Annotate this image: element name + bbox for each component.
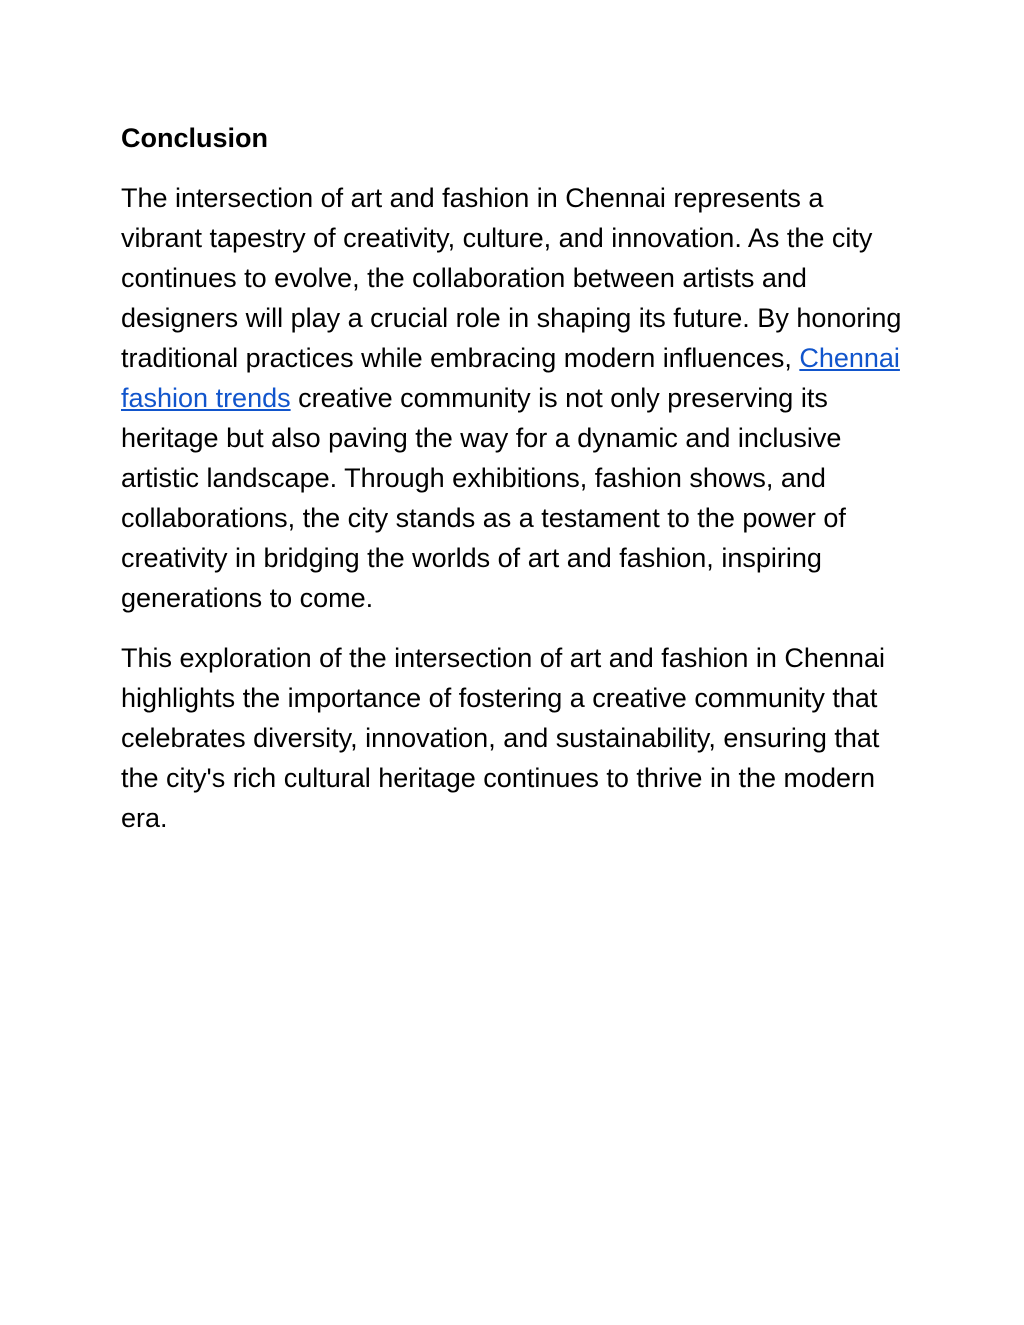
conclusion-paragraph: [121, 178, 911, 618]
section-heading: Conclusion: [121, 123, 268, 153]
chennai-fashion-trends-link[interactable]: Chennai fashion trends: [121, 343, 900, 413]
paragraph-text-after-link: creative community is not only preserving its heritage but also paving the way for a dynamic and inclusive artistic landscape. Through exhibitions, fashion shows, and collaborations, the city stands as a testament to the power of creativity in bridging the worlds of art and fashion, inspiring generations to come.: [121, 383, 846, 613]
document-page: [121, 118, 911, 858]
paragraph-text-before-link: The intersection of art and fashion in Chennai represents a vibrant tapestry of creativity, culture, and innovation. As the city continues to evolve, the collaboration between artists and designers will play a crucial role in shaping its future. By honoring traditional practices while embracing modern influences,: [121, 183, 902, 373]
exploration-paragraph: This exploration of the intersection of art and fashion in Chennai highlights the importance of fostering a creative community that celebrates diversity, innovation, and sustainability, ensuring that the city's rich cultural heritage continues to thrive in the modern era.: [121, 643, 885, 833]
